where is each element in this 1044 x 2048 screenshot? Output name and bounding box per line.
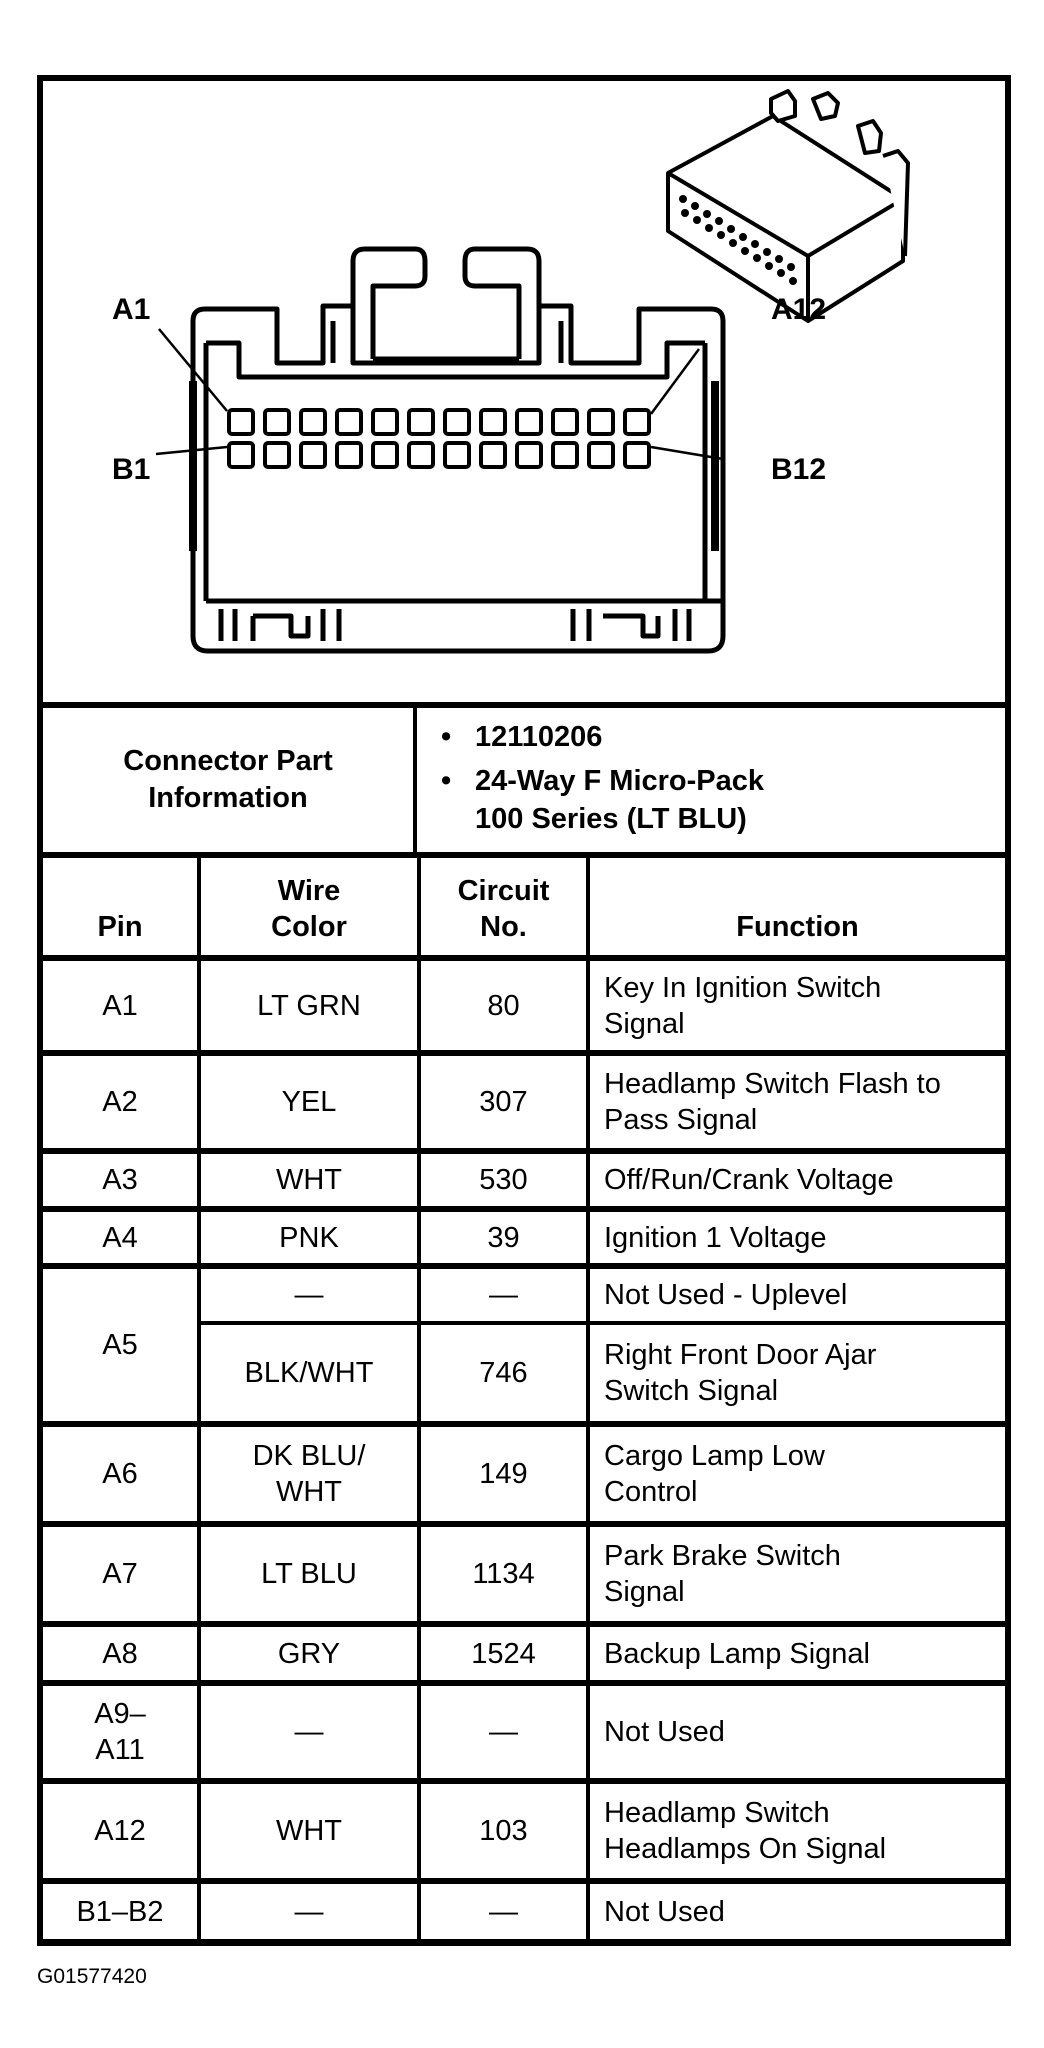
table-row (43, 1266, 1005, 1323)
wire-color-cell: DK BLU/ WHT (199, 1424, 419, 1524)
function-cell: Park Brake Switch Signal (588, 1524, 1005, 1624)
wire-color-cell: BLK/WHT (199, 1323, 419, 1424)
circuit-cell: 149 (419, 1424, 588, 1524)
pin-cell: A12 (43, 1781, 199, 1881)
connector-face-illustration (43, 81, 1005, 702)
wire-color-cell: WHT (199, 1151, 419, 1209)
table-row (43, 1151, 1005, 1209)
wire-color-cell: — (199, 1881, 419, 1939)
part-number: • 12110206 (475, 718, 1005, 756)
pin-cell: A2 (43, 1053, 199, 1151)
wire-color-cell: LT GRN (199, 958, 419, 1053)
table-row (43, 1683, 1005, 1781)
circuit-cell: 39 (419, 1209, 588, 1266)
table-row (43, 1524, 1005, 1624)
pin-label-b12: B12 (771, 453, 827, 486)
header-function: Function (588, 858, 1005, 958)
circuit-cell: 80 (419, 958, 588, 1053)
pinout-table (43, 858, 1005, 1939)
pin-cell: A9–A11 (43, 1683, 199, 1781)
circuit-cell: — (419, 1881, 588, 1939)
function-cell: Not Used (588, 1683, 1005, 1781)
connector-description-line1: • 24-Way F Micro-Pack (475, 762, 1005, 800)
pin-label-b1: B1 (112, 453, 151, 486)
info-label-line2: Information (148, 782, 308, 814)
pin-cell: B1–B2 (43, 1881, 199, 1939)
wire-color-cell: GRY (199, 1624, 419, 1683)
wire-color-cell: WHT (199, 1781, 419, 1881)
function-cell: Headlamp Switch Flash to Pass Signal (588, 1053, 1005, 1151)
connector-part-info-label (43, 708, 417, 852)
circuit-cell: 307 (419, 1053, 588, 1151)
pin-cell: A4 (43, 1209, 199, 1266)
function-cell: Not Used - Uplevel (588, 1266, 1005, 1323)
wire-color-cell: YEL (199, 1053, 419, 1151)
table-header-row (43, 858, 1005, 958)
connector-part-info-values (417, 708, 1005, 852)
table-row (43, 1209, 1005, 1266)
wire-color-cell: — (199, 1683, 419, 1781)
figure-id: G01577420 (37, 1965, 147, 1988)
connector-end-view-frame (37, 75, 1011, 1946)
function-cell: Right Front Door Ajar Switch Signal (588, 1323, 1005, 1424)
info-label-line1: Connector Part (123, 745, 333, 777)
pin-cell: A6 (43, 1424, 199, 1524)
function-cell: Not Used (588, 1881, 1005, 1939)
circuit-cell: 1134 (419, 1524, 588, 1624)
table-row (43, 1881, 1005, 1939)
circuit-cell: 1524 (419, 1624, 588, 1683)
function-cell: Headlamp Switch Headlamps On Signal (588, 1781, 1005, 1881)
pin-cell: A7 (43, 1524, 199, 1624)
pin-cell: A8 (43, 1624, 199, 1683)
table-row (43, 1424, 1005, 1524)
circuit-cell: 530 (419, 1151, 588, 1209)
pin-cell: A5 (43, 1266, 199, 1424)
table-row (43, 1053, 1005, 1151)
wire-color-cell: LT BLU (199, 1524, 419, 1624)
table-row (43, 1781, 1005, 1881)
header-wire-color: Wire Color (199, 858, 419, 958)
circuit-cell: 746 (419, 1323, 588, 1424)
pin-label-a1: A1 (112, 293, 151, 326)
circuit-cell: — (419, 1266, 588, 1323)
connector-part-info (43, 708, 1005, 858)
function-cell: Ignition 1 Voltage (588, 1209, 1005, 1266)
pin-cell: A3 (43, 1151, 199, 1209)
pin-cell: A1 (43, 958, 199, 1053)
wire-color-cell: — (199, 1266, 419, 1323)
function-cell: Cargo Lamp Low Control (588, 1424, 1005, 1524)
pin-label-a12: A12 (771, 293, 827, 326)
table-row (43, 958, 1005, 1053)
function-cell: Backup Lamp Signal (588, 1624, 1005, 1683)
header-circuit-no: Circuit No. (419, 858, 588, 958)
function-cell: Key In Ignition Switch Signal (588, 958, 1005, 1053)
function-cell: Off/Run/Crank Voltage (588, 1151, 1005, 1209)
header-pin: Pin (43, 858, 199, 958)
wire-color-cell: PNK (199, 1209, 419, 1266)
circuit-cell: — (419, 1683, 588, 1781)
table-row (43, 1624, 1005, 1683)
connector-description-line2: 100 Series (LT BLU) (475, 803, 747, 835)
circuit-cell: 103 (419, 1781, 588, 1881)
connector-drawing (43, 81, 1005, 708)
